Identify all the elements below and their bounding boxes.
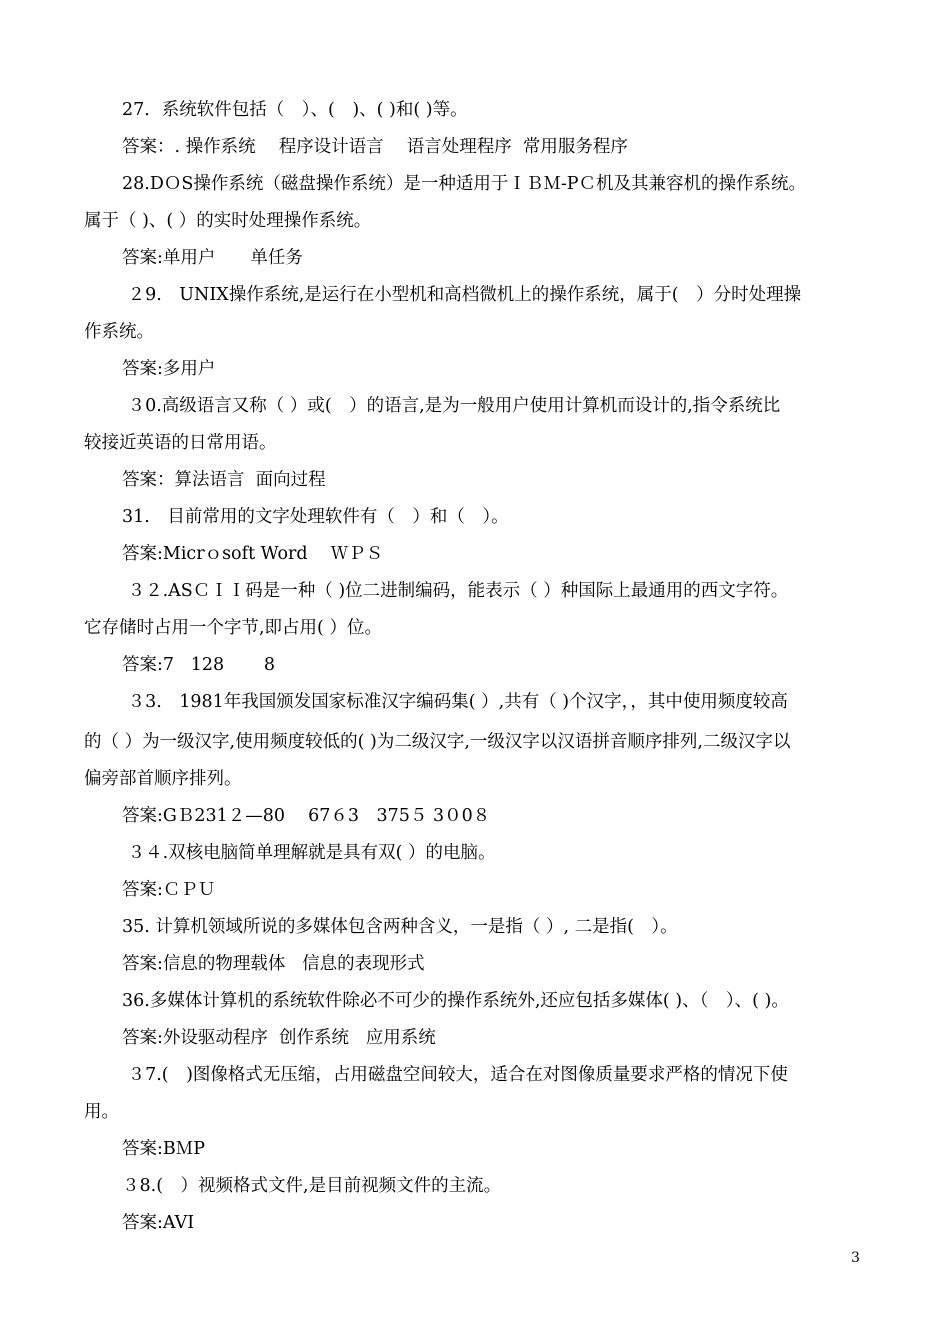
answer-37: 答案:BＭP bbox=[122, 1139, 206, 1159]
answer-31: 答案:Micrｏsoft Word ＷＰＳ bbox=[122, 544, 384, 564]
answer-38: 答案:AVI bbox=[122, 1213, 195, 1233]
question-34: ３４.双核电脑简单理解就是具有双( ）的电脑。 bbox=[122, 843, 496, 863]
answer-29: 答案:多用户 bbox=[122, 359, 216, 379]
question-37: ３7.( )图像格式无压缩，占用磁盘空间较大，适合在对图像质量要求严格的情况下使 bbox=[122, 1065, 788, 1085]
question-27: 27．系统软件包括（ ）、( )、( )和( )等。 bbox=[122, 100, 468, 120]
question-28-cont: 属于（ )、( ）的实时处理操作系统。 bbox=[84, 211, 372, 231]
question-35: 35. 计算机领域所说的多媒体包含两种含义，一是指（ ）, 二是指( ）。 bbox=[122, 917, 678, 937]
answer-34: 答案:ＣＰＵ bbox=[122, 880, 216, 900]
question-33: ３3. 1981年我国颁发国家标准汉字编码集( ）,共有（ )个汉字，，其中使用频度较高 bbox=[122, 692, 788, 712]
question-29-cont: 作系统。 bbox=[84, 322, 154, 342]
answer-30: 答案：算法语言 面向过程 bbox=[122, 470, 326, 490]
answer-27: 答案：. 操作系统 程序设计语言 语言处理程序 常用服务程序 bbox=[122, 137, 628, 157]
question-30-cont: 较接近英语的日常用语。 bbox=[84, 433, 277, 453]
answer-33: 答案:GＢ231２—80 67６3 375５ 3０0８ bbox=[122, 806, 491, 826]
question-38: ３8.( ）视频格式文件,是目前视频文件的主流。 bbox=[122, 1176, 502, 1196]
question-29: ２9. UNIX操作系统,是运行在小型机和高档微机上的操作系统，属于( ）分时处理操 bbox=[122, 285, 802, 305]
question-32-cont: 它存储时占用一个字节,即占用( ）位。 bbox=[84, 618, 382, 638]
question-32: ３２.ASＣＩＩ码是一种（ )位二进制编码，能表示（ ）种国际上最通用的西文字符。 bbox=[122, 581, 789, 601]
answer-28: 答案:单用户 单任务 bbox=[122, 248, 303, 268]
page-number: 3 bbox=[851, 1250, 860, 1266]
question-33-cont-1: 的（ ）为一级汉字,使用频度较低的( )为二级汉字,一级汉字以汉语拼音顺序排列,二级汉字以 bbox=[84, 732, 791, 752]
answer-35: 答案:信息的物理载体 信息的表现形式 bbox=[122, 954, 425, 974]
question-30: ３0.高级语言又称（ ）或( ）的语言,是为一般用户使用计算机而设计的,指令系统比 bbox=[122, 396, 781, 416]
answer-36: 答案:外设驱动程序 创作系统 应用系统 bbox=[122, 1028, 436, 1048]
question-37-cont: 用。 bbox=[84, 1102, 119, 1122]
question-33-cont-2: 偏旁部首顺序排列。 bbox=[84, 769, 242, 789]
answer-32: 答案:7 128 8 bbox=[122, 655, 276, 675]
question-28: 28.DＯS操作系统（磁盘操作系统）是一种适用于ＩＢＭ-PＣ机及其兼容机的操作系统。 bbox=[122, 174, 807, 194]
question-36: 36.多媒体计算机的系统软件除必不可少的操作系统外,还应包括多媒体( )、（ ）、( )。 bbox=[122, 991, 789, 1011]
question-31: 31. 目前常用的文字处理软件有（ ）和（ ）。 bbox=[122, 507, 509, 527]
